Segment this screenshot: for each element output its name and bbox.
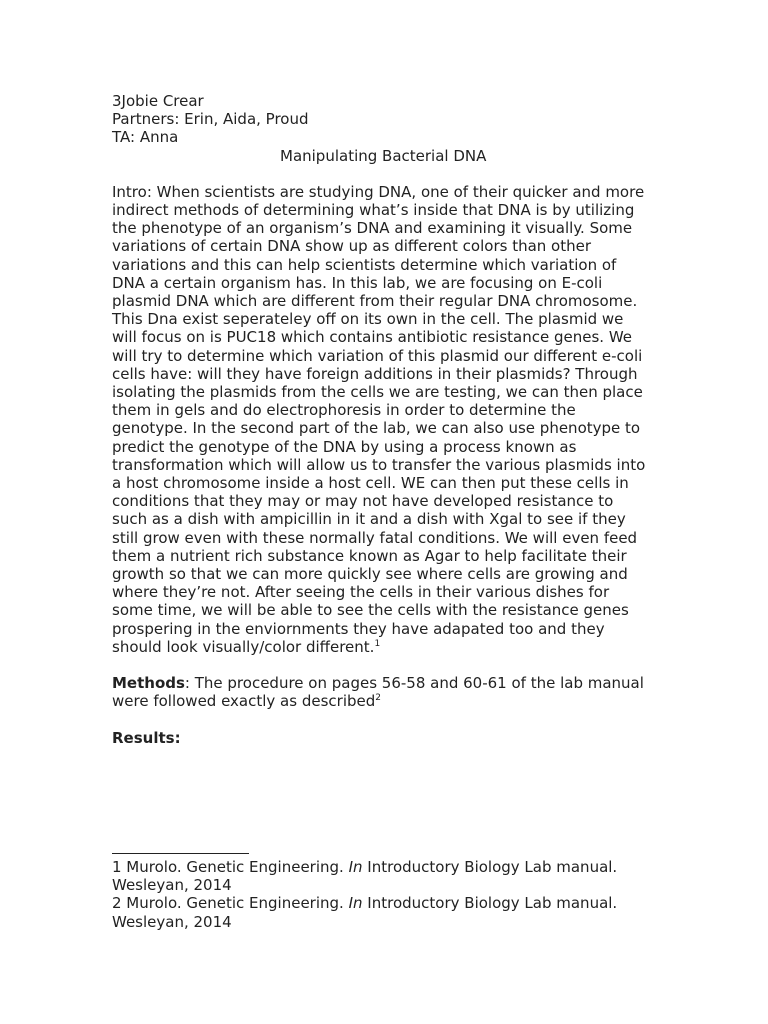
partners-line: Partners: Erin, Aida, Proud [112,110,309,129]
intro-line: still grow even with these normally fatal conditions. We will even feed [112,528,638,547]
intro-line: will try to determine which variation of this plasmid our different e-coli [112,346,643,365]
intro-line: a host chromosome inside a host cell. WE can then put these cells in [112,474,629,493]
intro-line: them in gels and do electrophoresis in order to determine the [112,401,576,420]
paragraph-spacer [112,656,652,674]
footnote-2 [112,894,652,912]
intro-paragraph [112,183,652,656]
intro-line: such as a dish with ampicillin in it and a dish with Xgal to see if they [112,510,626,529]
intro-line: DNA a certain organism has. In this lab, we are focusing on E-coli [112,273,603,292]
intro-line: the phenotype of an organism’s DNA and examining it visually. Some [112,219,633,238]
methods-paragraph [112,674,652,710]
intro-line: Intro: When scientists are studying DNA, one of their quicker and more [112,182,645,201]
paragraph-spacer [112,165,652,183]
intro-last-line-text: should look visually/color different. [112,637,375,656]
methods-heading: Methods [112,674,185,693]
footnote-separator [112,853,249,854]
intro-line: growth so that we can more quickly see where cells are growing and [112,565,628,584]
intro-line: variations of certain DNA show up as different colors than other [112,237,592,256]
footnote-ref-1[interactable]: 1 [374,638,381,649]
footnote-1-prefix: 1 Murolo. Genetic Engineering. [112,858,349,876]
intro-line: indirect methods of determining what’s inside that DNA is by utilizing [112,201,635,220]
intro-line: transformation which will allow us to transfer the various plasmids into [112,455,646,474]
author-line: 3Jobie Crear [112,92,204,110]
methods-line [112,674,652,692]
footnote-2-prefix: 2 Murolo. Genetic Engineering. [112,894,349,913]
intro-last-line [112,638,652,656]
intro-line: This Dna exist seperateley off on its own in the cell. The plasmid we [112,310,624,329]
results-heading: Results: [112,728,181,747]
footnote-1-suffix: Introductory Biology Lab manual. [362,858,618,876]
footnote-2-italic: In [348,894,363,913]
footnotes [112,858,652,931]
footnote-1-italic: In [348,858,363,876]
intro-line: will focus on is PUC18 which contains antibiotic resistance genes. We [112,328,632,347]
footnote-1 [112,858,652,876]
intro-line: cells have: will they have foreign additions in their plasmids? Through [112,364,638,383]
intro-line: isolating the plasmids from the cells we are testing, we can then place [112,383,643,402]
methods-text-2: were followed exactly as described [112,692,376,711]
intro-line: some time, we will be able to see the cells with the resistance genes [112,601,629,620]
ta-line: TA: Anna [112,128,179,147]
footnote-1-line2: Wesleyan, 2014 [112,876,232,895]
intro-line: variations and this can help scientists determine which variation of [112,255,617,274]
document-title: Manipulating Bacterial DNA [280,146,487,165]
intro-line: genotype. In the second part of the lab, we can also use phenotype to [112,419,641,438]
intro-line: where they’re not. After seeing the cells in their various dishes for [112,583,610,602]
intro-line: prospering in the enviornments they have adapated too and they [112,619,605,638]
footnote-ref-2[interactable]: 2 [375,693,381,704]
methods-line [112,692,652,710]
footnote-2-suffix: Introductory Biology Lab manual. [362,894,618,913]
intro-line: predict the genotype of the DNA by using a process known as [112,437,577,456]
intro-line: them a nutrient rich substance known as Agar to help facilitate their [112,546,627,565]
methods-text: : The procedure on pages 56-58 and 60-61 of the lab manual [184,674,644,693]
intro-line: plasmid DNA which are different from their regular DNA chromosome. [112,292,638,311]
footnote-2-line2: Wesleyan, 2014 [112,912,232,931]
document-page [112,92,652,747]
intro-line: conditions that they may or may not have developed resistance to [112,492,614,511]
